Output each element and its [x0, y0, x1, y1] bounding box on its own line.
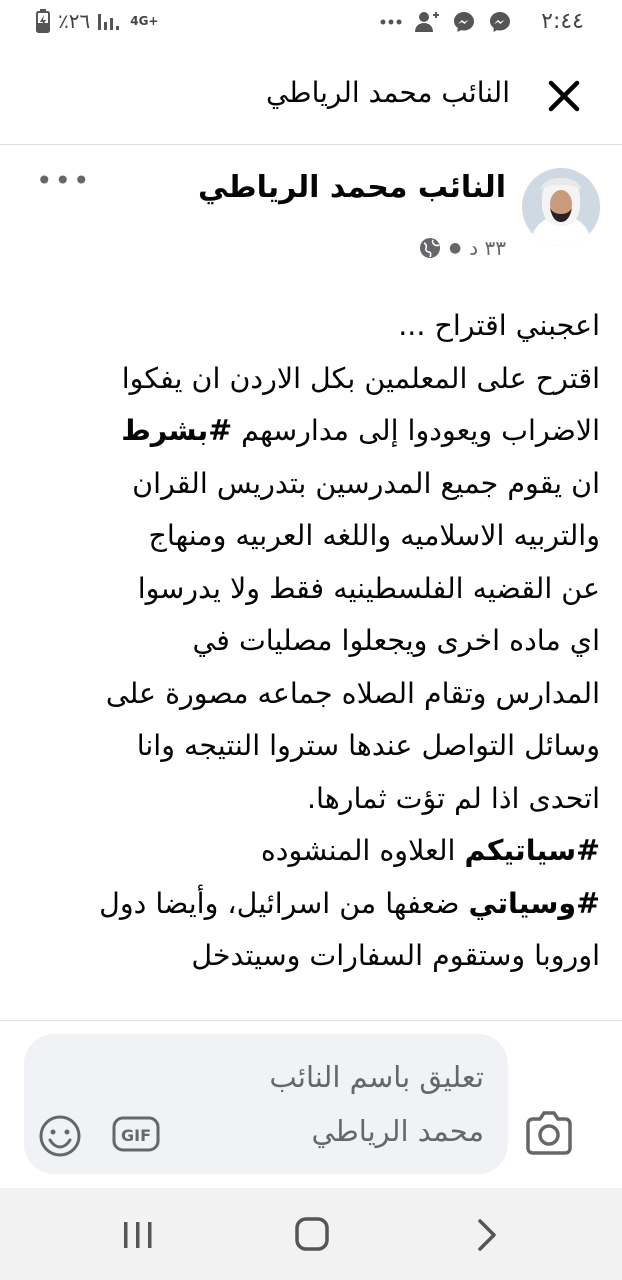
post-line: وسائل التواصل عندها ستروا النتيجه وانا — [136, 729, 600, 762]
hashtag-link[interactable]: #وسياتي — [468, 886, 600, 920]
camera-icon[interactable] — [524, 1110, 574, 1156]
post-line: ان يقوم جميع المدرسين بتدريس القران — [132, 466, 600, 500]
post-meta — [419, 236, 506, 260]
post-line: المدارس وتقام الصلاه جماعه مصورة على — [105, 676, 600, 710]
post-author-name[interactable]: النائب محمد الرياطي — [198, 170, 506, 205]
messenger-icon — [452, 10, 476, 34]
comment-input[interactable] — [24, 1034, 508, 1174]
home-icon[interactable] — [294, 1216, 330, 1252]
post-body — [20, 300, 600, 983]
back-icon[interactable] — [474, 1218, 500, 1252]
post-line — [20, 878, 600, 931]
post-text: ضعفها من اسرائيل، وأيضا دول — [99, 886, 469, 920]
network-type: 4G+ — [130, 14, 159, 28]
close-icon[interactable] — [546, 78, 582, 114]
battery-charging-icon — [36, 9, 50, 33]
placeholder-line: محمد الرياطي — [311, 1114, 484, 1148]
post-line: اتحدى اذا لم تؤت ثمارها. — [306, 781, 600, 815]
post-text: العلاوه المنشوده — [260, 834, 465, 867]
battery-percent: ٪٢٦ — [58, 9, 91, 33]
post-time[interactable]: ٣٣ د — [469, 236, 506, 260]
status-notification-icons — [380, 10, 512, 34]
post-header — [0, 48, 622, 145]
messenger-icon — [488, 10, 512, 34]
post-line: اي ماده اخرى ويجعلوا مصليات في — [192, 624, 600, 657]
post-line — [20, 825, 600, 878]
more-dots-icon — [380, 18, 402, 26]
hashtag-link[interactable]: #سياتيكم — [464, 834, 600, 867]
post-line: عن القضيه الفلسطينيه فقط ولا يدرسوا — [137, 571, 600, 605]
status-time: ٢:٤٤ — [541, 9, 584, 34]
status-system-icons — [36, 9, 159, 33]
gif-icon[interactable] — [112, 1116, 160, 1152]
post-line: اعجبني اقتراح ... — [398, 309, 600, 342]
hashtag-link[interactable]: #بشرط — [121, 414, 233, 447]
post-line: اقترح على المعلمين بكل الاردن ان يفكوا — [121, 361, 600, 395]
add-friend-icon — [414, 10, 440, 34]
separator-dot: ● — [449, 240, 462, 256]
emoji-icon[interactable] — [38, 1114, 82, 1158]
signal-icon — [98, 10, 122, 32]
recent-apps-icon[interactable] — [118, 1218, 158, 1252]
post-line — [20, 405, 600, 458]
status-bar — [0, 0, 622, 48]
profile-photo-icon — [522, 168, 600, 246]
avatar[interactable] — [522, 168, 600, 246]
placeholder-line: تعليق باسم النائب — [269, 1060, 484, 1094]
post-line: اوروبا وستقوم السفارات وسيتدخل — [191, 939, 600, 972]
more-options-icon[interactable]: ••• — [36, 164, 92, 197]
gif-label: GIF — [120, 1126, 152, 1145]
divider — [0, 1020, 622, 1021]
header-title: النائب محمد الرياطي — [265, 76, 510, 109]
post-line: والتربيه الاسلاميه واللغه العربيه ومنهاج — [148, 519, 600, 552]
system-nav-bar — [0, 1188, 622, 1280]
post-text: الاضراب ويعودوا إلى مدارسهم — [232, 414, 600, 447]
globe-icon — [419, 237, 441, 259]
comment-placeholder — [184, 1050, 484, 1158]
